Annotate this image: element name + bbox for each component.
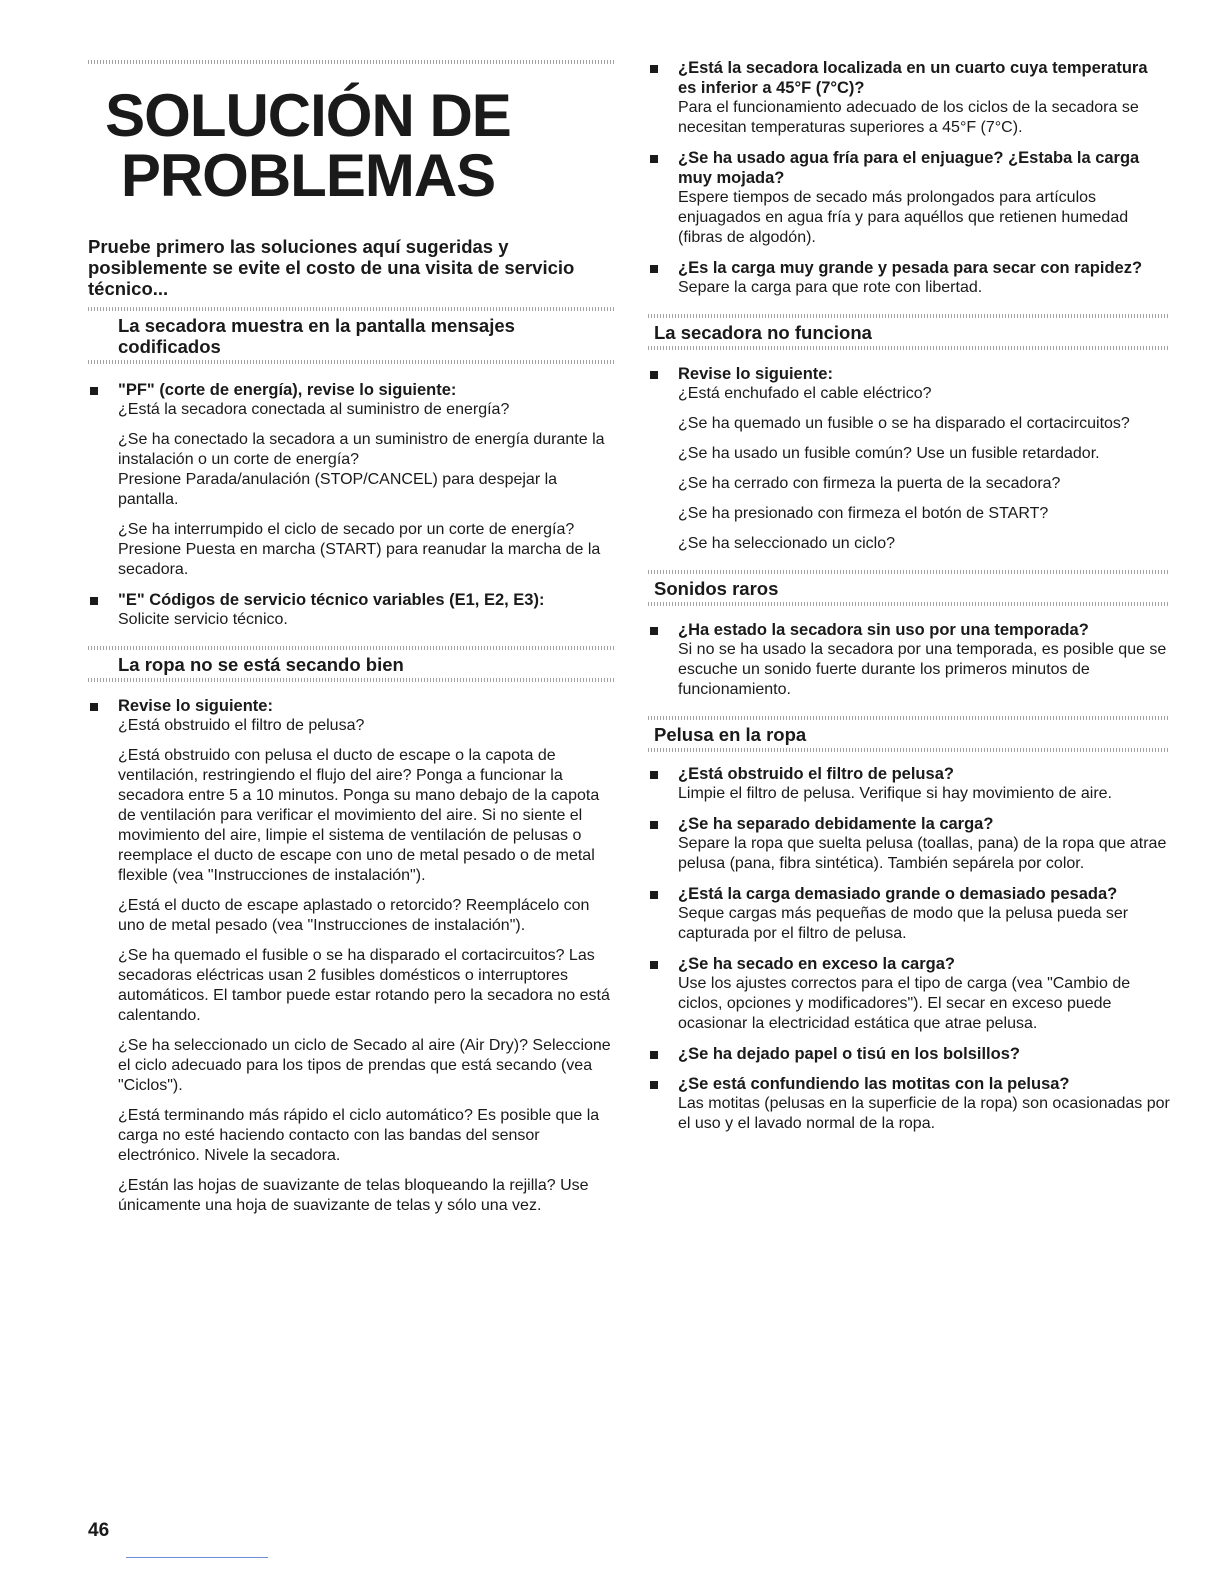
question: ¿Se ha usado agua fría para el enjuague? ¿Estaba la carga muy mojada? bbox=[678, 149, 1140, 187]
list-item bbox=[648, 1074, 1170, 1134]
section-heading-not-drying: La ropa no se está secando bien bbox=[118, 654, 404, 675]
bullet-icon bbox=[650, 891, 658, 899]
question: ¿Se ha separado debidamente la carga? bbox=[678, 815, 994, 833]
answer-text: ¿Se ha seleccionado un ciclo? bbox=[678, 535, 896, 552]
list-item bbox=[648, 884, 1170, 944]
right-column bbox=[648, 58, 1170, 1134]
answer-text: ¿Está obstruido el filtro de pelusa? bbox=[118, 717, 365, 734]
bullet-icon bbox=[650, 1081, 658, 1089]
section-heading-noises: Sonidos raros bbox=[654, 578, 779, 599]
page-number: 46 bbox=[88, 1520, 110, 1541]
list-item bbox=[88, 696, 616, 1216]
answer-text: Separe la ropa que suelta pelusa (toallas, pana) de la ropa que atrae pelusa (pana, fibra sintética). También sepárela por color. bbox=[678, 835, 1167, 872]
answer-text: Separe la carga para que rote con libertad. bbox=[678, 279, 983, 296]
bullet-icon bbox=[650, 821, 658, 829]
divider bbox=[648, 314, 1170, 318]
answer-text: Limpie el filtro de pelusa. Verifique si hay movimiento de aire. bbox=[678, 785, 1112, 802]
bullet-icon bbox=[90, 387, 98, 395]
divider bbox=[88, 646, 616, 650]
page-title bbox=[88, 82, 528, 209]
title-line-1: SOLUCIÓN DE bbox=[105, 82, 511, 149]
divider bbox=[648, 570, 1170, 574]
answer-text: Seque cargas más pequeñas de modo que la pelusa pueda ser capturada por el filtro de pelusa. bbox=[678, 905, 1129, 942]
footer-rule bbox=[126, 1557, 268, 1558]
section-heading-not-working: La secadora no funciona bbox=[654, 322, 872, 343]
question: ¿Es la carga muy grande y pesada para secar con rapidez? bbox=[678, 259, 1143, 277]
bullet-icon bbox=[90, 703, 98, 711]
divider bbox=[88, 60, 616, 64]
answer-text: ¿Se ha presionado con firmeza el botón de START? bbox=[678, 505, 1049, 522]
question: "E" Códigos de servicio técnico variables (E1, E2, E3): bbox=[118, 591, 545, 609]
bullet-icon bbox=[650, 155, 658, 163]
list-item bbox=[648, 364, 1170, 554]
answer-text: ¿Se ha interrumpido el ciclo de secado por un corte de energía? bbox=[118, 521, 575, 538]
answer-text: ¿Está el ducto de escape aplastado o retorcido? Reemplácelo con uno de metal pesado (vea "Instrucciones de instalación"). bbox=[118, 897, 590, 934]
divider bbox=[88, 360, 616, 364]
divider bbox=[88, 307, 616, 311]
list-item bbox=[648, 954, 1170, 1034]
bullet-icon bbox=[650, 961, 658, 969]
question: ¿Se ha secado en exceso la carga? bbox=[678, 955, 955, 973]
answer-text: ¿Se ha quemado un fusible o se ha disparado el cortacircuitos? bbox=[678, 415, 1130, 432]
answer-text: Use los ajustes correctos para el tipo de carga (vea "Cambio de ciclos, opciones y modificadores"). El secar en exceso puede ocasionar la electricidad estática que atrae pelusa. bbox=[678, 975, 1131, 1032]
list-item bbox=[648, 148, 1170, 248]
answer-text: ¿Está terminando más rápido el ciclo automático? Es posible que la carga no esté haciendo contacto con las bandas del sensor electrónico. Nivele la secadora. bbox=[118, 1107, 600, 1164]
list-item bbox=[648, 258, 1170, 298]
list-item bbox=[648, 58, 1170, 138]
answer-text: Espere tiempos de secado más prolongados para artículos enjuagados en agua fría y para aquéllos que retienen humedad (fibras de algodón). bbox=[678, 189, 1129, 246]
list-item bbox=[648, 814, 1170, 874]
question: ¿Está la secadora localizada en un cuarto cuya temperatura es inferior a 45°F (7°C)? bbox=[678, 59, 1148, 97]
answer-text: Presione Puesta en marcha (START) para reanudar la marcha de la secadora. bbox=[118, 541, 601, 578]
divider bbox=[648, 346, 1170, 350]
question: "PF" (corte de energía), revise lo siguiente: bbox=[118, 381, 457, 399]
answer-text: ¿Está obstruido con pelusa el ducto de escape o la capota de ventilación, restringiendo el flujo del aire? Ponga a funcionar la secadora entre 5 a 10 minutos. Ponga su mano debajo de la capota de ventilación para verificar el movimiento del aire. Si no siente el movimiento del aire, limpie el sistema de ventilación de pelusas o reemplace el ducto de escape con uno de metal pesado o de metal flexible (vea "Instrucciones de instalación"). bbox=[118, 747, 600, 884]
bullet-icon bbox=[650, 627, 658, 635]
divider bbox=[648, 716, 1170, 720]
question: ¿Está obstruido el filtro de pelusa? bbox=[678, 765, 954, 783]
bullet-icon bbox=[650, 1051, 658, 1059]
answer-text: Solicite servicio técnico. bbox=[118, 611, 288, 628]
answer-text: Las motitas (pelusas en la superficie de la ropa) son ocasionadas por el uso y el lavado normal de la ropa. bbox=[678, 1095, 1170, 1132]
answer-text: ¿Está la secadora conectada al suministro de energía? bbox=[118, 401, 510, 418]
answer-text: ¿Se ha usado un fusible común? Use un fusible retardador. bbox=[678, 445, 1100, 462]
section-heading-lint: Pelusa en la ropa bbox=[654, 724, 807, 745]
answer-text: Para el funcionamiento adecuado de los ciclos de la secadora se necesitan temperaturas superiores a 45°F (7°C). bbox=[678, 99, 1139, 136]
divider bbox=[648, 748, 1170, 752]
section-heading-codes: La secadora muestra en la pantalla mensajes codificados bbox=[118, 315, 515, 357]
answer-text: ¿Está enchufado el cable eléctrico? bbox=[678, 385, 932, 402]
divider bbox=[88, 678, 616, 682]
question: ¿Se ha dejado papel o tisú en los bolsillos? bbox=[678, 1045, 1020, 1063]
bullet-icon bbox=[650, 771, 658, 779]
divider bbox=[648, 602, 1170, 606]
list-item bbox=[88, 380, 616, 580]
answer-text: ¿Se ha seleccionado un ciclo de Secado al aire (Air Dry)? Seleccione el ciclo adecuado para los tipos de prendas que está secando (vea "Ciclos"). bbox=[118, 1037, 611, 1094]
list-item bbox=[648, 1044, 1170, 1064]
list-item bbox=[88, 590, 616, 630]
bullet-icon bbox=[90, 597, 98, 605]
answer-text: ¿Están las hojas de suavizante de telas bloqueando la rejilla? Use únicamente una hoja de suavizante de telas y sólo una vez. bbox=[118, 1177, 589, 1214]
answer-text: Si no se ha usado la secadora por una temporada, es posible que se escuche un sonido fuerte durante los primeros minutos de funcionamiento. bbox=[678, 641, 1167, 698]
intro-text: Pruebe primero las soluciones aquí sugeridas y posiblemente se evite el costo de una visita de servicio técnico... bbox=[88, 236, 575, 299]
list-item bbox=[648, 764, 1170, 804]
bullet-icon bbox=[650, 371, 658, 379]
question: ¿Está la carga demasiado grande o demasiado pesada? bbox=[678, 885, 1118, 903]
bullet-icon bbox=[650, 65, 658, 73]
question: Revise lo siguiente: bbox=[678, 365, 833, 383]
bullet-icon bbox=[650, 265, 658, 273]
left-column bbox=[88, 0, 616, 1216]
list-item bbox=[648, 620, 1170, 700]
answer-text: Presione Parada/anulación (STOP/CANCEL) para despejar la pantalla. bbox=[118, 471, 558, 508]
answer-text: ¿Se ha quemado el fusible o se ha disparado el cortacircuitos? Las secadoras eléctricas usan 2 fusibles domésticos o interruptores automáticos. El tambor puede estar rotando pero la secadora no está calentando. bbox=[118, 947, 610, 1024]
question: ¿Ha estado la secadora sin uso por una temporada? bbox=[678, 621, 1089, 639]
question: ¿Se está confundiendo las motitas con la pelusa? bbox=[678, 1075, 1070, 1093]
answer-text: ¿Se ha conectado la secadora a un suministro de energía durante la instalación o un corte de energía? bbox=[118, 431, 605, 468]
answer-text: ¿Se ha cerrado con firmeza la puerta de la secadora? bbox=[678, 475, 1061, 492]
question: Revise lo siguiente: bbox=[118, 697, 273, 715]
title-line-2: PROBLEMAS bbox=[120, 142, 496, 209]
